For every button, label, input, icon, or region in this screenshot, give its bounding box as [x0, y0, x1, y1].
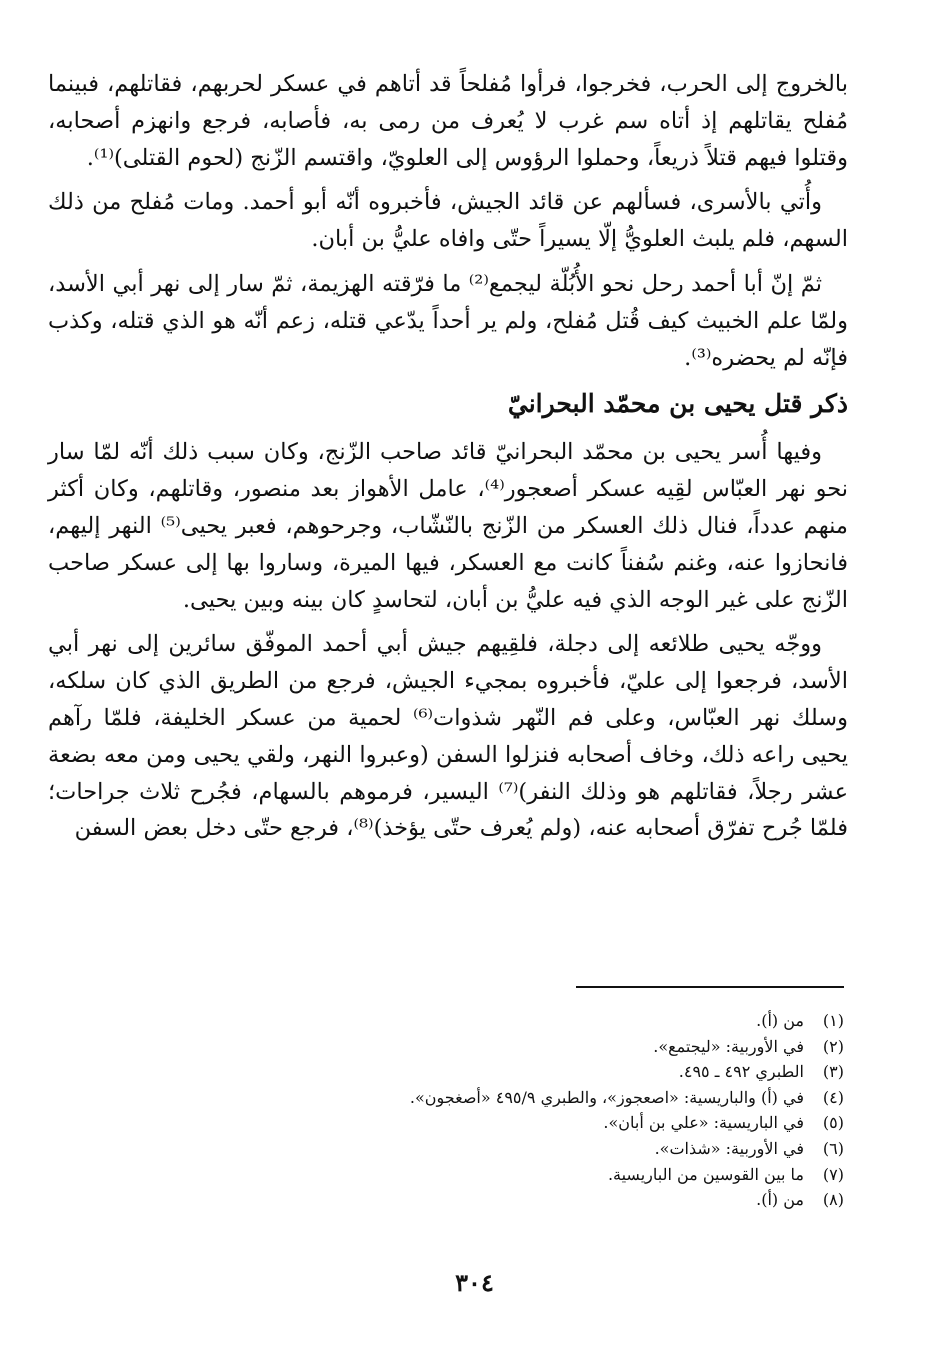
footnotes [104, 1008, 844, 1213]
footnote-number: (٢) [822, 1036, 844, 1056]
footnote-text: ما بين القوسين من الباريسية. [607, 1164, 804, 1184]
footnote-2 [104, 1034, 844, 1060]
footnote-3 [104, 1059, 844, 1085]
footnote-text: من (أ). [756, 1011, 804, 1030]
footnote-text: من (أ). [756, 1190, 804, 1210]
footnote-number: (٣) [822, 1062, 844, 1082]
footnote-number: (٨) [822, 1190, 844, 1210]
footnote-8 [104, 1187, 844, 1213]
footnote-number: (٦) [822, 1138, 844, 1158]
paragraph-2: وأُتي بالأسرى، فسألهم عن قائد الجيش، فأخبروه أنّه أبو أحمد. ومات مُفلح من ذلك السهم، فلم يلبث العلويُّ إلّا يسيراً حتّى وافاه عليُّ بن أبان. [48, 189, 848, 253]
footnote-text: في (أ) والباريسية: «اصعجوز»، والطبري ٤٩٥/٩ «أصغجون». [409, 1087, 804, 1107]
footnote-text: في الباريسية: «علي بن أبان». [603, 1113, 804, 1133]
section-heading: ذكر قتل يحيى بن محمّد البحرانيّ [507, 389, 848, 419]
footnote-number: (٧) [822, 1164, 844, 1184]
main-text [48, 66, 848, 855]
paragraph-1: بالخروج إلى الحرب، فخرجوا، فرأوا مُفلحاً قد أتاهم في عسكر لحربهم، فقاتلهم، فبينما مُفلح يقاتلهم إذ أتاه سم غرب لا يُعرف من رمى به، فأصابه، فرجع وانهزم أصحابه، وقتلوا فيهم قتلاً ذريعاً، وحملوا الرؤوس إلى العلويّ، واقتسم الزّنج (لحوم القتلى)⁽¹⁾. [48, 71, 848, 171]
footnote-number: (١) [822, 1011, 844, 1030]
footnote-number: (٥) [822, 1113, 844, 1133]
footnote-6 [104, 1136, 844, 1162]
paragraph-3: ثمّ إنّ أبا أحمد رحل نحو الأُبُلّة ليجمع⁽²⁾ ما فرّقته الهزيمة، ثمّ سار إلى نهر أبي الأسد، ولمّا علم الخبيث كيف قُتل مُفلح، ولم ير أحداً يدّعي قتله، زعم أنّه هو الذي قتله، وكذب فإنّه لم يحضره⁽³⁾. [48, 270, 848, 371]
footnote-5 [104, 1110, 844, 1136]
footnote-text: في الأوربية: «شذات». [654, 1138, 804, 1158]
footnote-7 [104, 1162, 844, 1188]
footnote-divider [576, 986, 844, 988]
footnote-number: (٤) [822, 1087, 844, 1107]
footnote-4 [104, 1085, 844, 1111]
paragraph-4: وفيها أُسر يحيى بن محمّد البحرانيّ قائد صاحب الزّنج، وكان سبب ذلك أنّه لمّا سار نحو نهر العبّاس لقِيه عسكر أصعجور⁽⁴⁾، عامل الأهواز بعد منصور، وقاتلهم، وكان أكثر منهم عدداً، فنال ذلك العسكر من الزّنج بالنّشّاب، وجرحوهم، فعبر يحيى⁽⁵⁾ النهر إليهم، فانحازوا عنه، وغنم سُفناً كانت مع العسكر، فيها الميرة، وساروا بها إلى عسكر صاحب الزّنج على غير الوجه الذي فيه عليُّ بن أبان، لتحاسدٍ كان بينه وبين يحيى. [48, 439, 848, 613]
footnote-text: الطبري ٤٩٢ ـ ٤٩٥. [678, 1062, 804, 1082]
footnote-1 [104, 1008, 844, 1034]
paragraph-5: ووجّه يحيى طلائعه إلى دجلة، فلقِيهم جيش أبي أحمد الموفّق سائرين إلى نهر أبي الأسد، فرجعوا إلى عليّ، فأخبروه بمجيء الجيش، فرجع من الطريق الذي كان سلكه، وسلك نهر العبّاس، وعلى فم النّهر شذوات⁽⁶⁾ لحمية من عسكر الخليفة، فلمّا رآهم يحيى راعه ذلك، وخاف أصحابه فنزلوا السفن (وعبروا النهر، ولقي يحيى ومن معه بضعة عشر رجلاً، فقاتلهم هو وذلك النفر)⁽⁷⁾ اليسير، فرموهم بالسهام، فجُرح ثلاث جراحات؛ فلمّا جُرح تفرّق أصحابه عنه، (ولم يُعرف حتّى يؤخذ)⁽⁸⁾، فرجع حتّى دخل بعض السفن [48, 631, 848, 842]
footnote-text: في الأوربية: «ليجتمع». [653, 1036, 804, 1056]
page-number: ٣٠٤ [455, 1268, 494, 1297]
